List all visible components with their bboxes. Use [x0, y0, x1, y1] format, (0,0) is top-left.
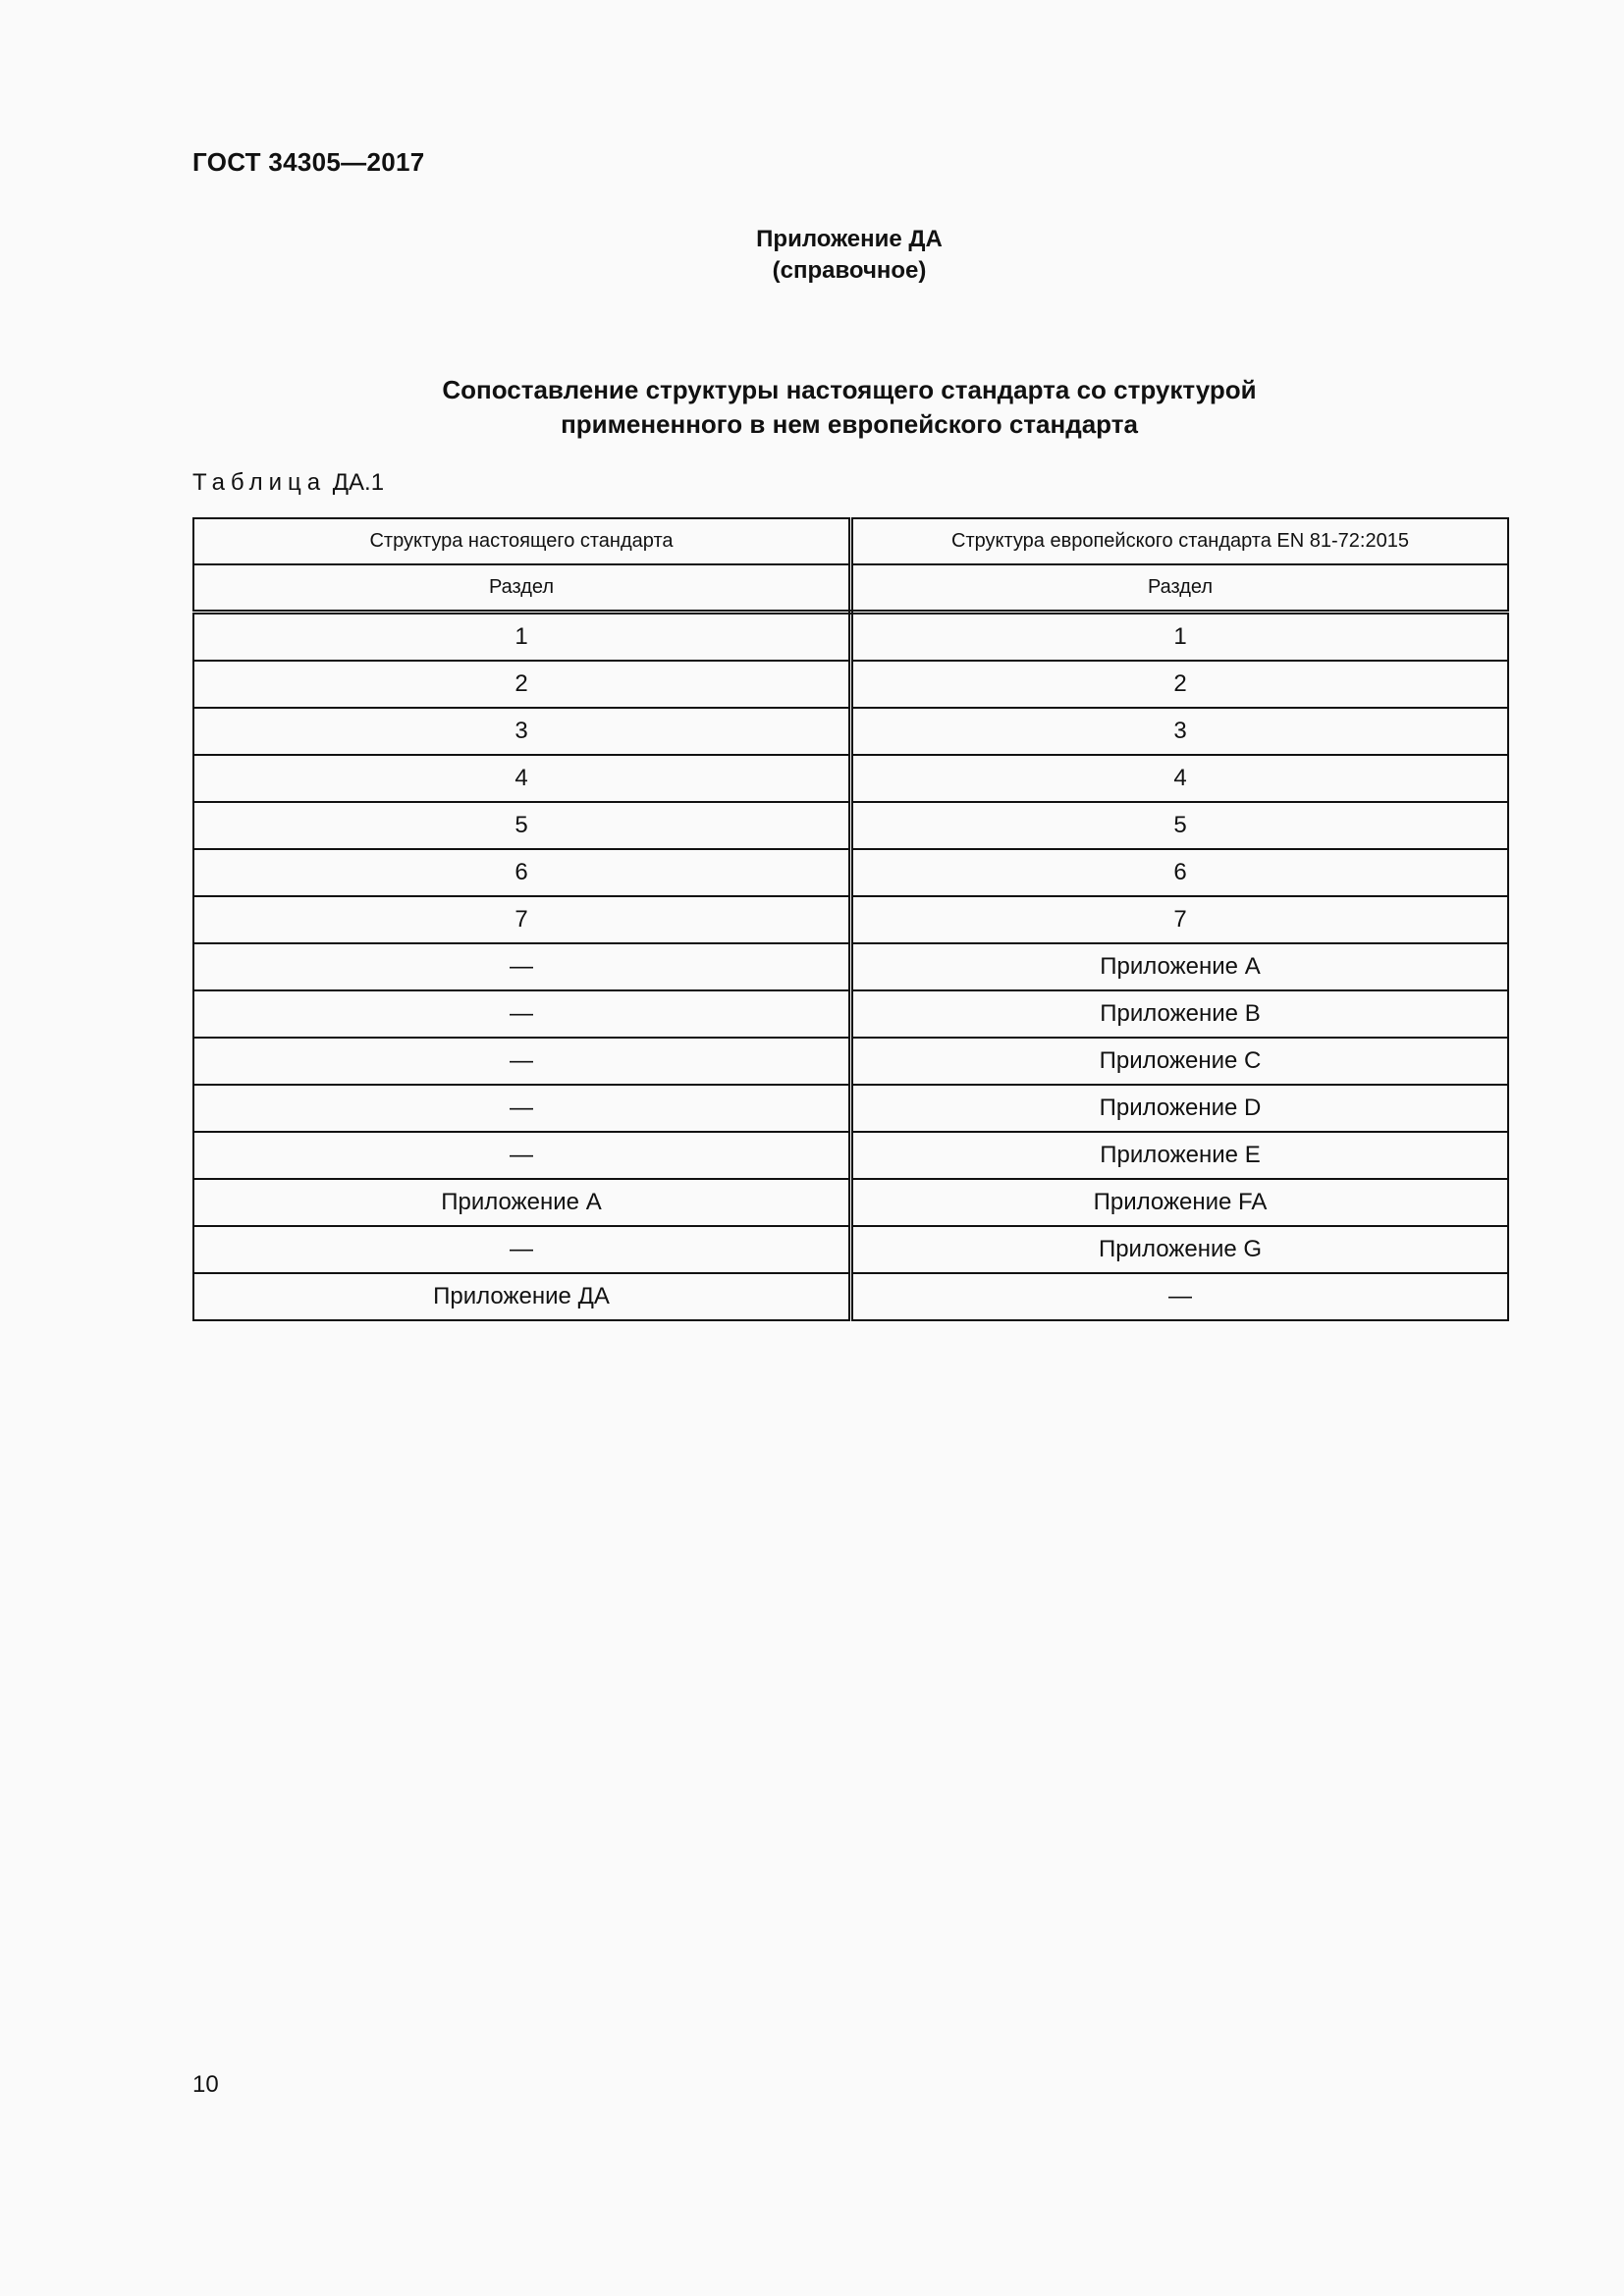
cell-current-standard: 3 [193, 708, 851, 755]
cell-european-standard: 1 [851, 613, 1509, 662]
section-title-line-2: примененного в нем европейского стандарта [561, 409, 1138, 439]
table-row [193, 1273, 1508, 1320]
cell-current-standard: — [193, 1226, 851, 1273]
appendix-subtitle: (справочное) [772, 257, 927, 284]
table-row [193, 613, 1508, 662]
table-row [193, 708, 1508, 755]
cell-european-standard: Приложение А [851, 943, 1509, 990]
cell-current-standard: 7 [193, 896, 851, 943]
cell-current-standard: 6 [193, 849, 851, 896]
table-row [193, 1132, 1508, 1179]
table-row [193, 990, 1508, 1038]
column-header-european-standard: Структура европейского стандарта EN 81-72:2015 [851, 518, 1509, 564]
cell-european-standard: 6 [851, 849, 1509, 896]
table-row [193, 802, 1508, 849]
table-row [193, 1085, 1508, 1132]
cell-european-standard: Приложение D [851, 1085, 1509, 1132]
table-body [193, 613, 1508, 1321]
cell-current-standard: — [193, 1038, 851, 1085]
table-row [193, 849, 1508, 896]
page-number: 10 [192, 2071, 219, 2098]
table-row [193, 661, 1508, 708]
table-caption-word: Таблица [192, 469, 327, 496]
cell-european-standard: 2 [851, 661, 1509, 708]
document-code: ГОСТ 34305—2017 [192, 147, 425, 177]
cell-european-standard: 7 [851, 896, 1509, 943]
structure-comparison-table-wrapper [192, 517, 1509, 1321]
appendix-heading [0, 224, 1624, 287]
section-title [0, 373, 1624, 442]
cell-current-standard: Приложение А [193, 1179, 851, 1226]
section-title-line-1: Сопоставление структуры настоящего стандарта со структурой [442, 375, 1257, 404]
table-row [193, 1179, 1508, 1226]
cell-current-standard: 2 [193, 661, 851, 708]
table-row [193, 896, 1508, 943]
cell-european-standard: Приложение В [851, 990, 1509, 1038]
cell-current-standard: — [193, 990, 851, 1038]
cell-current-standard: 5 [193, 802, 851, 849]
table-caption-id: ДА.1 [332, 469, 385, 496]
cell-current-standard: — [193, 1085, 851, 1132]
table-row [193, 755, 1508, 802]
cell-european-standard: — [851, 1273, 1509, 1320]
cell-current-standard: 4 [193, 755, 851, 802]
cell-european-standard: Приложение Е [851, 1132, 1509, 1179]
cell-current-standard: — [193, 943, 851, 990]
cell-current-standard: — [193, 1132, 851, 1179]
subheader-section-left: Раздел [193, 564, 851, 613]
cell-european-standard: Приложение G [851, 1226, 1509, 1273]
table-caption [192, 469, 384, 497]
cell-european-standard: 3 [851, 708, 1509, 755]
cell-current-standard: Приложение ДА [193, 1273, 851, 1320]
cell-european-standard: Приложение FA [851, 1179, 1509, 1226]
cell-european-standard: 5 [851, 802, 1509, 849]
cell-european-standard: 4 [851, 755, 1509, 802]
table-header-row [193, 518, 1508, 564]
cell-current-standard: 1 [193, 613, 851, 662]
structure-comparison-table [192, 517, 1509, 1321]
table-row [193, 943, 1508, 990]
subheader-section-right: Раздел [851, 564, 1509, 613]
table-row [193, 1226, 1508, 1273]
table-row [193, 1038, 1508, 1085]
appendix-title: Приложение ДА [756, 226, 943, 252]
table-subheader-row [193, 564, 1508, 613]
column-header-current-standard: Структура настоящего стандарта [193, 518, 851, 564]
cell-european-standard: Приложение С [851, 1038, 1509, 1085]
